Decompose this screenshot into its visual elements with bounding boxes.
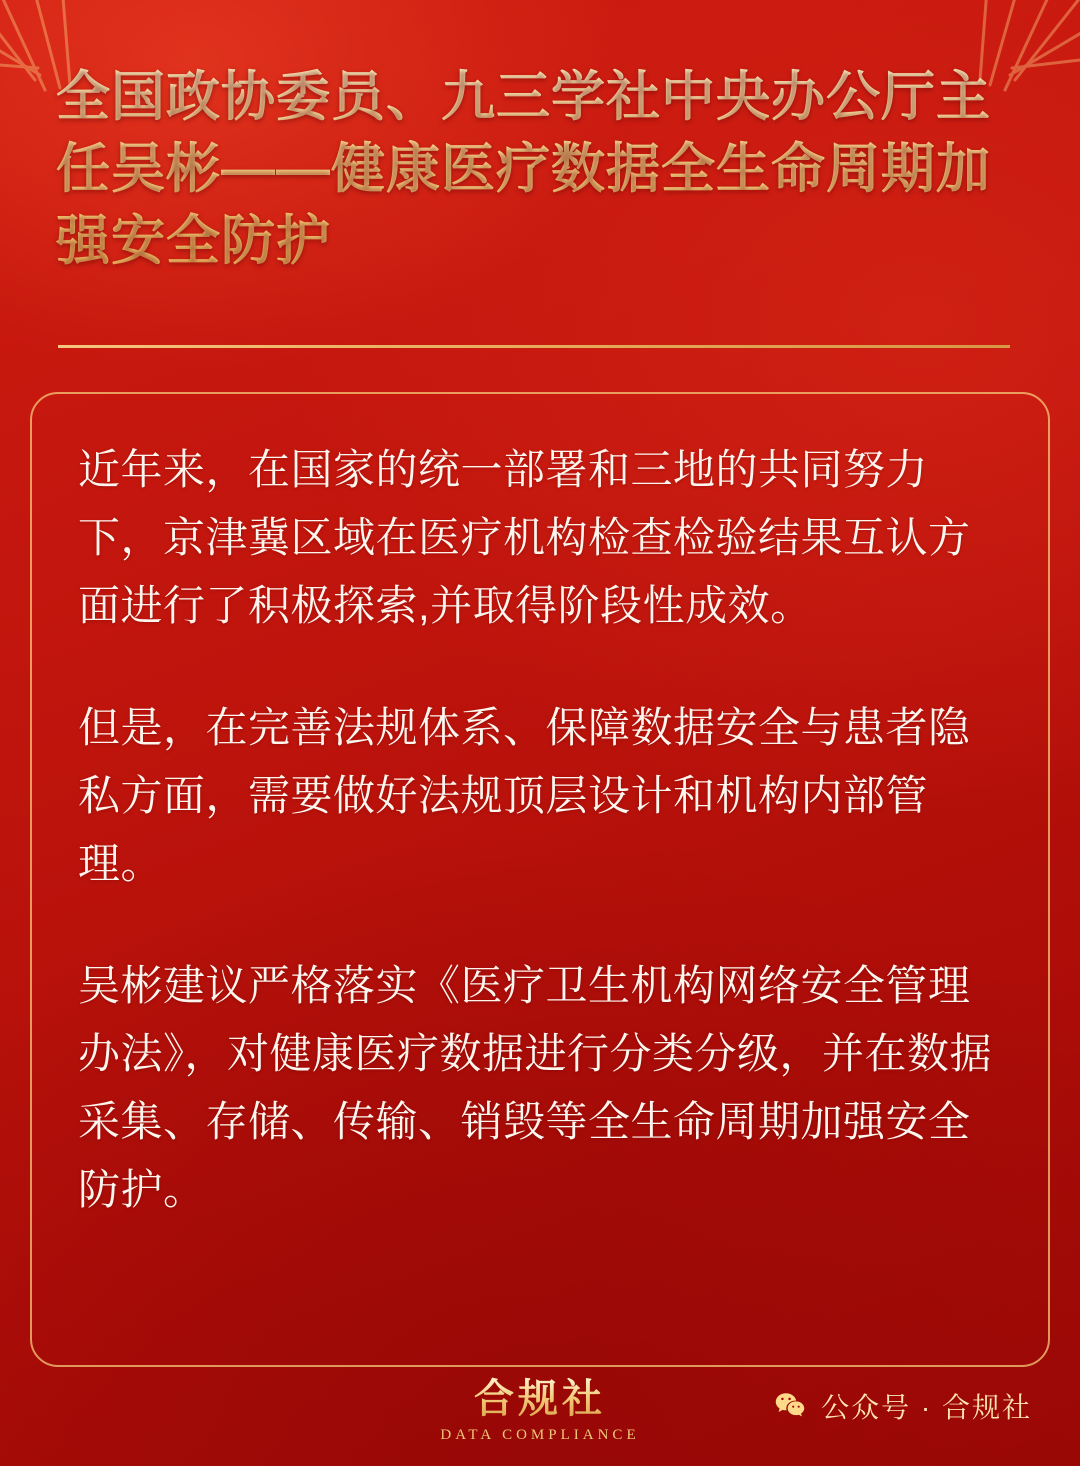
body-card (30, 392, 1050, 1367)
brand-name-cn: 合规社 (380, 1377, 700, 1421)
wechat-label: 公众号 · 合规社 (821, 1392, 1032, 1423)
body-text (78, 436, 1002, 1224)
gold-divider (58, 345, 1010, 348)
page-title: 全国政协委员、九三学社中央办公厅主任吴彬——健康医疗数据全生命周期加强安全防护 (56, 62, 1016, 277)
wechat-icon (773, 1389, 807, 1423)
body-paragraph-2: 但是，在完善法规体系、保障数据安全与患者隐私方面，需要做好法规顶层设计和机构内部管理。 (78, 704, 971, 888)
footer-bar (0, 1366, 1080, 1466)
brand-logo (380, 1377, 700, 1444)
body-paragraph-1: 近年来，在国家的统一部署和三地的共同努力下，京津冀区域在医疗机构检查检验结果互认方面进行了积极探索,并取得阶段性成效。 (78, 446, 971, 630)
body-paragraph-3: 吴彬建议严格落实《医疗卫生机构网络安全管理办法》，对健康医疗数据进行分类分级，并在数据采集、存储、传输、销毁等全生命周期加强安全防护。 (78, 962, 993, 1214)
wechat-account (773, 1386, 1032, 1426)
title-block (56, 62, 1016, 277)
brand-name-en: DATA COMPLIANCE (440, 1427, 640, 1443)
